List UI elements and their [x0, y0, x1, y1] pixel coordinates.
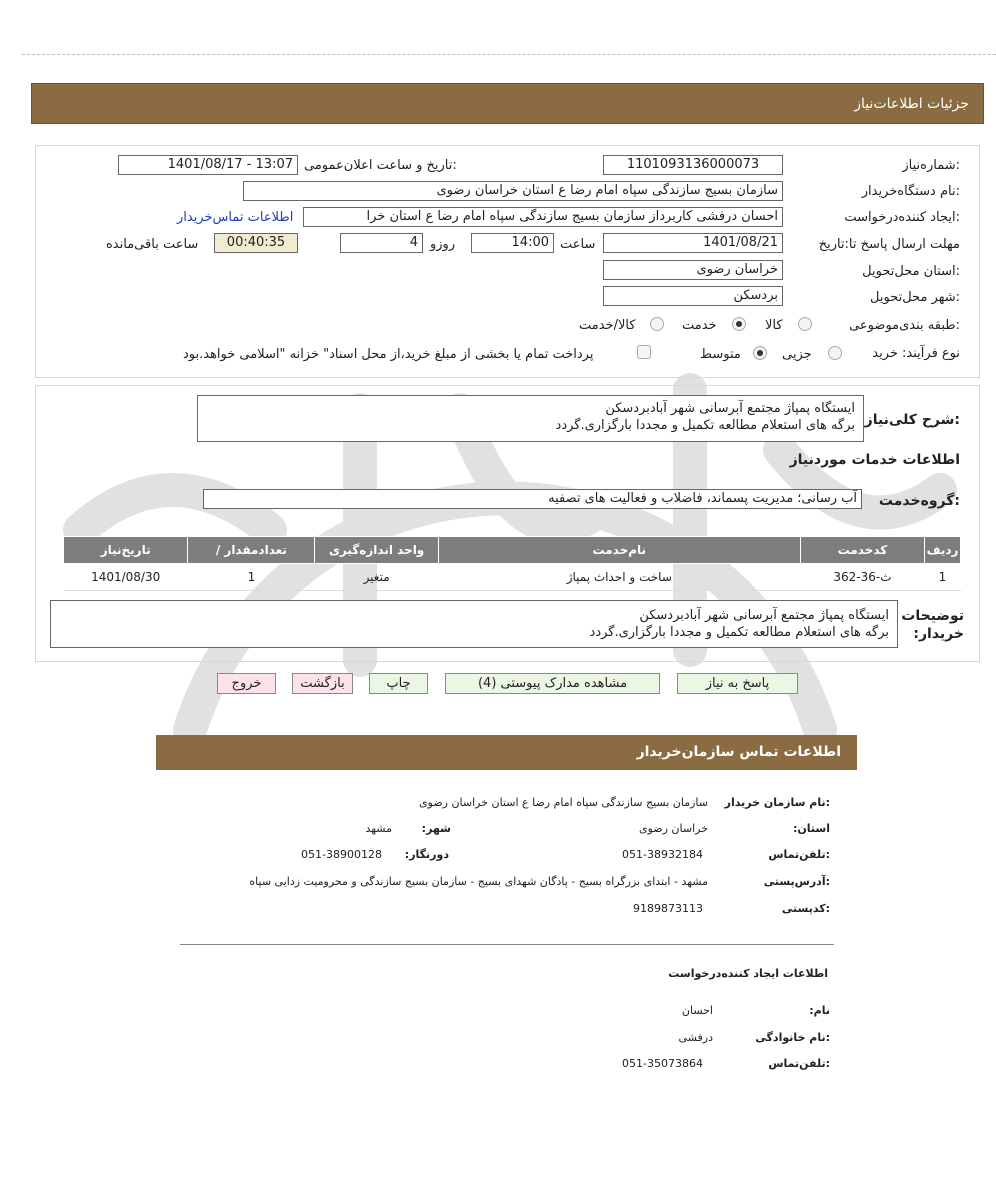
- col-need-date: تاریخ‌نیاز: [64, 537, 188, 564]
- contact-fax-value: 051-38900128: [301, 848, 382, 861]
- contact-postal-label: کدپستی:: [781, 902, 830, 915]
- creator-field: احسان درفشی کاربرداز سازمان بسیج سازندگی سپاه امام رضا ع استان خرا: [303, 207, 783, 227]
- province-label: استان محل‌تحویل:: [862, 264, 960, 279]
- buyer-org-label: نام دستگاه‌خریدار:: [861, 184, 960, 199]
- buyer-contact-link[interactable]: اطلاعات تماس‌خریدار: [177, 210, 294, 225]
- service-group-field: آب رسانی؛ مدیریت پسماند، فاضلاب و فعالیت های تصفیه: [203, 489, 862, 509]
- buyer-notes-field: [50, 600, 898, 648]
- table-row: [64, 564, 961, 591]
- back-button[interactable]: بازگشت: [292, 673, 353, 694]
- days-field: 4: [340, 233, 423, 253]
- contact-header: [156, 735, 857, 770]
- print-button[interactable]: چاپ: [369, 673, 428, 694]
- remaining-time-field: 00:40:35: [214, 233, 298, 253]
- services-title: اطلاعات خدمات موردنیاز: [789, 452, 960, 468]
- summary-field: [197, 395, 864, 442]
- category-service-label: خدمت: [682, 318, 717, 333]
- cell-need-date: 1401/08/30: [64, 564, 188, 591]
- cell-quantity: 1: [188, 564, 315, 591]
- attachments-button[interactable]: مشاهده مدارک پیوستی (4): [445, 673, 660, 694]
- creator-family-value: درفشی: [678, 1031, 713, 1044]
- contact-phone-label: تلفن‌تماس:: [768, 848, 830, 861]
- treasury-checkbox[interactable]: [637, 345, 651, 359]
- contact-header-title: اطلاعات تماس سازمان‌خریدار: [636, 744, 841, 760]
- exit-button[interactable]: خروج: [217, 673, 276, 694]
- cell-service-name: ساخت و احداث پمپاژ: [438, 564, 800, 591]
- col-row-number: ردیف: [925, 537, 961, 564]
- services-table: [63, 536, 961, 591]
- page-header: [31, 83, 984, 124]
- service-group-label: گروه‌خدمت:: [878, 493, 960, 509]
- process-label: نوع فرآیند: خرید: [872, 346, 960, 361]
- contact-address-label: آدرس‌پستی:: [763, 875, 830, 888]
- summary-line-1: ایستگاه پمپاژ مجتمع آبرسانی شهر آبادبردسکن: [605, 401, 855, 416]
- creator-phone-label: تلفن‌تماس:: [768, 1057, 830, 1070]
- deadline-time-field: 14:00: [471, 233, 554, 253]
- announce-label: تاریخ و ساعت اعلان‌عمومی:: [304, 158, 457, 173]
- contact-city-value: مشهد: [365, 822, 392, 835]
- cell-unit: متغیر: [315, 564, 438, 591]
- col-service-code: کدخدمت: [800, 537, 924, 564]
- creator-section-title: اطلاعات ایجاد کننده‌درخواست: [668, 967, 828, 980]
- province-field: خراسان رضوی: [603, 260, 783, 280]
- contact-province-value: خراسان رضوی: [638, 822, 708, 835]
- contact-postal-value: 9189873113: [633, 902, 703, 915]
- need-number-label: شماره‌نیاز:: [902, 158, 960, 173]
- creator-family-label: نام خانوادگی:: [755, 1031, 830, 1044]
- days-label: روزو: [430, 237, 456, 252]
- process-medium-label: متوسط: [700, 347, 741, 362]
- process-radio-minor[interactable]: [828, 346, 842, 360]
- buyer-notes-label-2: :خریدار: [913, 626, 964, 642]
- contact-address-value: مشهد - ابتدای بزرگراه بسیج - پادگان شهدای بسیج - سازمان بسیج سازندگی و محرومیت زدایی سپاه: [249, 875, 708, 888]
- remaining-label: ساعت باقی‌مانده: [106, 237, 199, 252]
- buyer-notes-label-1: توضیحات: [901, 608, 964, 624]
- contact-city-label: :شهر: [421, 822, 451, 835]
- col-service-name: نام‌خدمت: [438, 537, 800, 564]
- city-label: شهر محل‌تحویل:: [870, 290, 960, 305]
- deadline-time-label: ساعت: [560, 237, 596, 252]
- category-radio-service[interactable]: [732, 317, 746, 331]
- col-unit: واحد اندازه‌گیری: [315, 537, 438, 564]
- category-radio-goods-service[interactable]: [650, 317, 664, 331]
- table-header-row: [64, 537, 961, 564]
- buyer-notes-line-1: ایستگاه پمپاژ مجتمع آبرسانی شهر آبادبردسکن: [639, 608, 889, 623]
- contact-org-value: سازمان بسیج سازندگی سپاه امام رضا ع استان خراسان رضوی: [419, 796, 708, 809]
- treasury-note: پرداخت تمام یا بخشی از مبلغ خرید،از محل اسناد" خزانه "اسلامی خواهد.بود: [183, 347, 594, 362]
- top-divider: [22, 54, 996, 55]
- creator-phone-value: 051-35073864: [622, 1057, 703, 1070]
- contact-fax-label: :دورنگار: [404, 848, 449, 861]
- summary-line-2: برگه های استعلام مطالعه تکمیل و مجددا بارگزاری.گردد: [555, 418, 855, 433]
- creator-label: ایجاد کننده‌درخواست:: [844, 210, 960, 225]
- creator-name-value: احسان: [681, 1004, 713, 1017]
- need-info-panel: [35, 145, 980, 378]
- category-goods-label: کالا: [765, 318, 783, 333]
- page-header-title: جزئیات اطلاعات‌نیاز: [854, 96, 969, 112]
- cell-row-number: 1: [925, 564, 961, 591]
- announce-field: 1401/08/17 - 13:07: [118, 155, 298, 175]
- category-goods-service-label: کالا/خدمت: [579, 318, 636, 333]
- buyer-org-field: سازمان بسیج سازندگی سپاه امام رضا ع استان خراسان رضوی: [243, 181, 783, 201]
- contact-org-label: نام سازمان خریدار:: [724, 796, 830, 809]
- buyer-notes-line-2: برگه های استعلام مطالعه تکمیل و مجددا بارگزاری.گردد: [589, 625, 889, 640]
- category-radio-goods[interactable]: [798, 317, 812, 331]
- deadline-label: مهلت ارسال پاسخ تا:تاریخ: [818, 237, 960, 252]
- city-field: بردسکن: [603, 286, 783, 306]
- creator-name-label: :نام: [809, 1004, 830, 1017]
- deadline-date-field: 1401/08/21: [603, 233, 783, 253]
- category-label: طبقه بندی‌موضوعی:: [849, 318, 960, 333]
- summary-label: شرح کلی‌نیاز:: [864, 412, 960, 428]
- contact-phone-value: 051-38932184: [622, 848, 703, 861]
- process-minor-label: جزیی: [782, 347, 812, 362]
- reply-button[interactable]: پاسخ به نیاز: [677, 673, 798, 694]
- need-number-field: 1101093136000073: [603, 155, 783, 175]
- cell-service-code: ث-36-362: [800, 564, 924, 591]
- col-quantity: / تعدادمقدار: [188, 537, 315, 564]
- contact-province-label: :استان: [792, 822, 830, 835]
- section-divider: [180, 944, 834, 945]
- process-radio-medium[interactable]: [753, 346, 767, 360]
